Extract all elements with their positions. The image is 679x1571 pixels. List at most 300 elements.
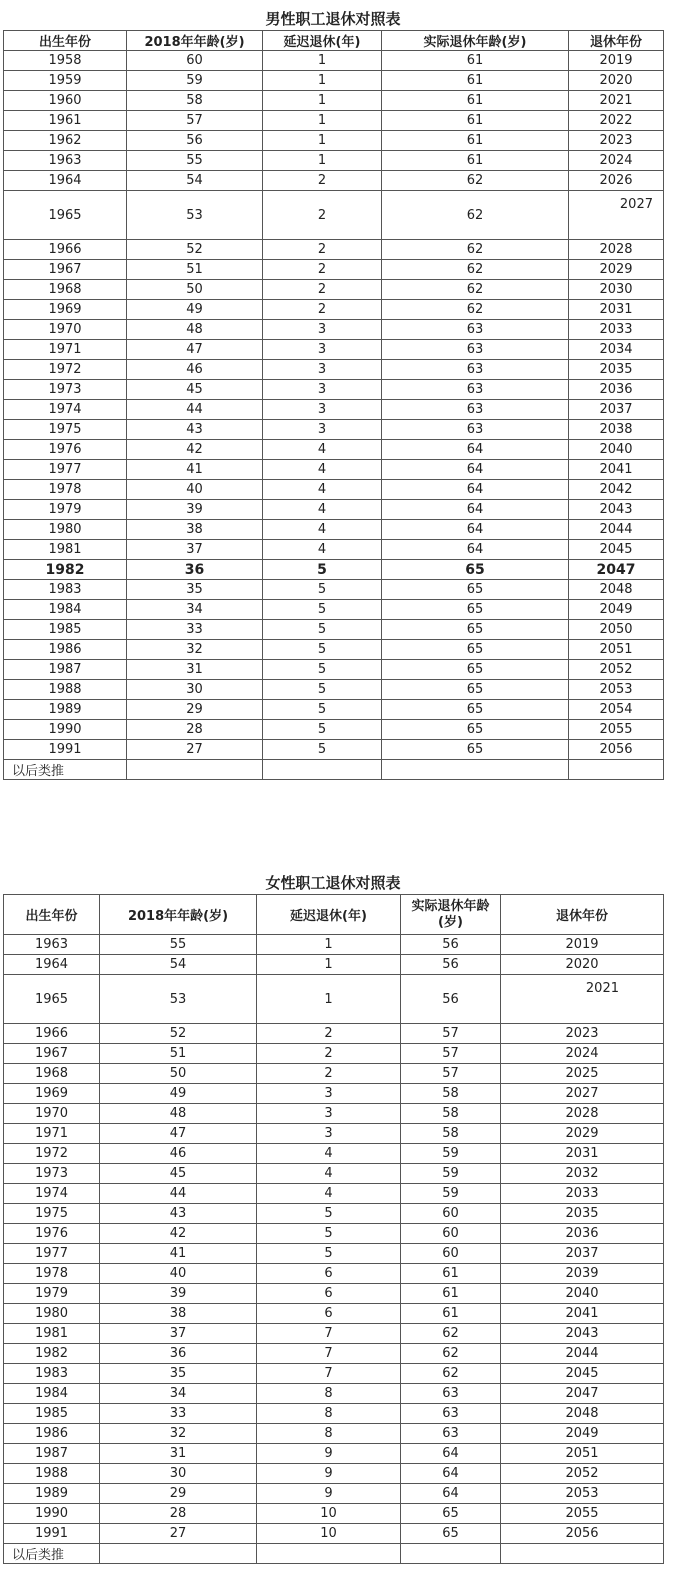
cell-delay: 5	[257, 1224, 401, 1244]
cell-retire-year: 2042	[569, 480, 664, 500]
cell-actual-age: 65	[401, 1504, 501, 1524]
table-row	[4, 1024, 664, 1044]
table-row	[4, 1444, 664, 1464]
cell-age-2018: 58	[127, 91, 263, 111]
cell-birth-year: 1987	[4, 1444, 100, 1464]
table-row	[4, 320, 664, 340]
cell-delay: 1	[263, 91, 382, 111]
cell-retire-year: 2037	[569, 400, 664, 420]
cell-age-2018: 38	[100, 1304, 257, 1324]
cell-delay: 3	[263, 420, 382, 440]
cell-actual-age: 57	[401, 1064, 501, 1084]
cell-birth-year: 1965	[4, 975, 100, 1024]
table-row	[4, 171, 664, 191]
cell-delay: 5	[257, 1204, 401, 1224]
cell-delay: 5	[263, 620, 382, 640]
cell-retire-year: 2041	[501, 1304, 664, 1324]
cell-delay: 1	[263, 151, 382, 171]
cell-retire-year: 2035	[501, 1204, 664, 1224]
cell-birth-year: 1981	[4, 540, 127, 560]
cell-actual-age: 59	[401, 1164, 501, 1184]
cell-age-2018: 29	[127, 700, 263, 720]
cell-birth-year: 1977	[4, 1244, 100, 1264]
cell-delay: 2	[263, 300, 382, 320]
table-row	[4, 1064, 664, 1084]
cell-age-2018: 40	[127, 480, 263, 500]
cell-retire-year: 2045	[501, 1364, 664, 1384]
cell-delay: 9	[257, 1464, 401, 1484]
cell-actual-age: 64	[382, 500, 569, 520]
cell-birth-year: 1988	[4, 1464, 100, 1484]
cell-actual-age: 63	[382, 340, 569, 360]
table-row	[4, 660, 664, 680]
cell-retire-year: 2024	[569, 151, 664, 171]
cell-birth-year: 1966	[4, 1024, 100, 1044]
table-row	[4, 280, 664, 300]
men-table-title: 男性职工退休对照表	[265, 10, 401, 28]
cell-retire-year: 2049	[569, 600, 664, 620]
cell-age-2018: 52	[127, 240, 263, 260]
cell-actual-age: 65	[382, 740, 569, 760]
table-note-row	[4, 1544, 664, 1564]
cell-age-2018: 47	[127, 340, 263, 360]
cell-delay: 4	[257, 1184, 401, 1204]
table-row	[4, 1204, 664, 1224]
cell-age-2018: 53	[127, 191, 263, 240]
cell-actual-age: 61	[382, 51, 569, 71]
cell-delay: 8	[257, 1384, 401, 1404]
cell-age-2018: 43	[100, 1204, 257, 1224]
cell-retire-year: 2027	[501, 1084, 664, 1104]
cell-birth-year: 1980	[4, 1304, 100, 1324]
cell-age-2018: 50	[127, 280, 263, 300]
cell-retire-year: 2056	[569, 740, 664, 760]
cell-age-2018: 57	[127, 111, 263, 131]
cell-age-2018: 36	[127, 560, 263, 580]
cell-delay: 2	[257, 1044, 401, 1064]
cell-birth-year: 1980	[4, 520, 127, 540]
cell-actual-age: 58	[401, 1124, 501, 1144]
cell-actual-age: 65	[382, 680, 569, 700]
cell-delay: 6	[257, 1264, 401, 1284]
cell-birth-year: 1977	[4, 460, 127, 480]
table-row	[4, 640, 664, 660]
cell-age-2018: 31	[127, 660, 263, 680]
cell-birth-year: 1965	[4, 191, 127, 240]
cell-age-2018: 38	[127, 520, 263, 540]
cell-retire-year: 2043	[501, 1324, 664, 1344]
cell-actual-age: 62	[401, 1364, 501, 1384]
cell-age-2018: 52	[100, 1024, 257, 1044]
cell-age-2018: 35	[100, 1364, 257, 1384]
cell-delay: 5	[263, 600, 382, 620]
cell-delay: 4	[263, 440, 382, 460]
cell-retire-year: 2034	[569, 340, 664, 360]
table-note-row	[4, 760, 664, 780]
table-row	[4, 935, 664, 955]
col-header-birth-year: 出生年份	[4, 895, 100, 935]
cell-age-2018: 32	[100, 1424, 257, 1444]
cell-retire-year: 2025	[501, 1064, 664, 1084]
cell-delay: 4	[263, 460, 382, 480]
cell-birth-year: 1963	[4, 935, 100, 955]
cell-birth-year: 1973	[4, 380, 127, 400]
cell-birth-year: 1966	[4, 240, 127, 260]
table-row	[4, 700, 664, 720]
cell-retire-year: 2024	[501, 1044, 664, 1064]
cell-birth-year: 1971	[4, 1124, 100, 1144]
cell-actual-age: 62	[382, 240, 569, 260]
cell-delay: 5	[263, 740, 382, 760]
cell-delay: 1	[257, 975, 401, 1024]
cell-delay: 2	[257, 1024, 401, 1044]
cell-actual-age: 63	[382, 380, 569, 400]
table-row	[4, 1384, 664, 1404]
col-header-delay: 延迟退休(年)	[257, 895, 401, 935]
cell-retire-year: 2030	[569, 280, 664, 300]
cell-retire-year: 2020	[501, 955, 664, 975]
cell-birth-year: 1969	[4, 1084, 100, 1104]
cell-age-2018: 44	[127, 400, 263, 420]
cell-age-2018: 47	[100, 1124, 257, 1144]
cell-delay: 7	[257, 1344, 401, 1364]
cell-actual-age: 65	[382, 620, 569, 640]
table-row	[4, 1484, 664, 1504]
cell-delay: 1	[263, 71, 382, 91]
cell-retire-year: 2036	[569, 380, 664, 400]
cell-actual-age: 62	[401, 1324, 501, 1344]
cell-birth-year: 1958	[4, 51, 127, 71]
cell-actual-age: 61	[401, 1304, 501, 1324]
cell-delay: 2	[263, 240, 382, 260]
col-header-actual-age: 实际退休年龄(岁)	[382, 31, 569, 51]
cell-actual-age: 65	[401, 1524, 501, 1544]
cell-age-2018: 27	[100, 1524, 257, 1544]
cell-birth-year: 1986	[4, 1424, 100, 1444]
cell-actual-age: 58	[401, 1084, 501, 1104]
cell-delay: 2	[257, 1064, 401, 1084]
cell-age-2018: 39	[100, 1284, 257, 1304]
table-row	[4, 360, 664, 380]
cell-retire-year: 2036	[501, 1224, 664, 1244]
cell-delay: 5	[263, 640, 382, 660]
cell-retire-year: 2027	[569, 191, 664, 240]
cell-actual-age: 63	[401, 1424, 501, 1444]
table-note: 以后类推	[4, 760, 127, 780]
cell-age-2018: 44	[100, 1184, 257, 1204]
cell-delay: 1	[257, 935, 401, 955]
cell-delay: 1	[263, 111, 382, 131]
cell-age-2018: 34	[100, 1384, 257, 1404]
cell-birth-year: 1974	[4, 400, 127, 420]
cell-birth-year: 1984	[4, 1384, 100, 1404]
cell-age-2018: 30	[127, 680, 263, 700]
cell-actual-age: 65	[382, 640, 569, 660]
cell-delay: 4	[263, 500, 382, 520]
table-row	[4, 340, 664, 360]
cell-birth-year: 1982	[4, 560, 127, 580]
cell-delay: 3	[257, 1104, 401, 1124]
cell-age-2018: 51	[100, 1044, 257, 1064]
cell-actual-age: 60	[401, 1224, 501, 1244]
cell-age-2018: 40	[100, 1264, 257, 1284]
cell-birth-year: 1985	[4, 1404, 100, 1424]
table-row	[4, 720, 664, 740]
table-row	[4, 1404, 664, 1424]
women-table-title: 女性职工退休对照表	[265, 874, 401, 892]
cell-birth-year: 1968	[4, 1064, 100, 1084]
cell-age-2018: 33	[127, 620, 263, 640]
cell-age-2018: 37	[127, 540, 263, 560]
women-table-section	[3, 872, 663, 1564]
cell-age-2018: 51	[127, 260, 263, 280]
cell-retire-year: 2033	[501, 1184, 664, 1204]
cell-delay: 5	[263, 680, 382, 700]
cell-age-2018: 42	[100, 1224, 257, 1244]
cell-retire-year: 2031	[569, 300, 664, 320]
cell-actual-age: 61	[382, 91, 569, 111]
table-row	[4, 1284, 664, 1304]
cell-retire-year: 2029	[569, 260, 664, 280]
table-row	[4, 540, 664, 560]
cell-delay: 3	[257, 1124, 401, 1144]
cell-delay: 6	[257, 1304, 401, 1324]
table-row	[4, 1504, 664, 1524]
cell-actual-age: 65	[382, 720, 569, 740]
cell-age-2018: 32	[127, 640, 263, 660]
cell-actual-age: 63	[382, 420, 569, 440]
table-row	[4, 51, 664, 71]
cell-retire-year: 2031	[501, 1144, 664, 1164]
cell-actual-age: 63	[382, 400, 569, 420]
cell-retire-year: 2051	[569, 640, 664, 660]
table-row	[4, 975, 664, 1024]
cell-actual-age: 57	[401, 1024, 501, 1044]
cell-actual-age: 63	[401, 1404, 501, 1424]
cell-birth-year: 1983	[4, 1364, 100, 1384]
col-header-age-2018: 2018年年龄(岁)	[100, 895, 257, 935]
table-row	[4, 1364, 664, 1384]
cell-retire-year: 2049	[501, 1424, 664, 1444]
cell-delay: 2	[263, 260, 382, 280]
cell-delay: 10	[257, 1524, 401, 1544]
cell-actual-age: 57	[401, 1044, 501, 1064]
cell-actual-age: 61	[401, 1264, 501, 1284]
cell-actual-age: 64	[401, 1444, 501, 1464]
cell-actual-age: 62	[382, 191, 569, 240]
cell-retire-year: 2021	[569, 91, 664, 111]
cell-retire-year: 2047	[501, 1384, 664, 1404]
cell-age-2018: 53	[100, 975, 257, 1024]
table-row	[4, 480, 664, 500]
cell-retire-year: 2040	[501, 1284, 664, 1304]
cell-age-2018: 48	[100, 1104, 257, 1124]
table-row	[4, 1044, 664, 1064]
col-header-retire-year: 退休年份	[569, 31, 664, 51]
cell-actual-age: 65	[382, 580, 569, 600]
cell-actual-age: 56	[401, 955, 501, 975]
table-row	[4, 1224, 664, 1244]
cell-age-2018: 36	[100, 1344, 257, 1364]
cell-birth-year: 1990	[4, 1504, 100, 1524]
cell-birth-year: 1985	[4, 620, 127, 640]
cell-birth-year: 1989	[4, 1484, 100, 1504]
empty-cell	[401, 1544, 501, 1564]
cell-delay: 3	[263, 340, 382, 360]
cell-actual-age: 65	[382, 600, 569, 620]
cell-delay: 5	[263, 580, 382, 600]
cell-delay: 5	[257, 1244, 401, 1264]
cell-age-2018: 39	[127, 500, 263, 520]
cell-delay: 5	[263, 560, 382, 580]
cell-birth-year: 1959	[4, 71, 127, 91]
cell-actual-age: 63	[382, 320, 569, 340]
cell-delay: 5	[263, 700, 382, 720]
cell-delay: 10	[257, 1504, 401, 1524]
table-row	[4, 500, 664, 520]
cell-retire-year: 2051	[501, 1444, 664, 1464]
cell-birth-year: 1963	[4, 151, 127, 171]
cell-age-2018: 27	[127, 740, 263, 760]
table-row	[4, 440, 664, 460]
cell-actual-age: 61	[401, 1284, 501, 1304]
cell-retire-year: 2055	[569, 720, 664, 740]
table-row	[4, 151, 664, 171]
cell-birth-year: 1982	[4, 1344, 100, 1364]
cell-actual-age: 63	[382, 360, 569, 380]
cell-birth-year: 1962	[4, 131, 127, 151]
table-row	[4, 300, 664, 320]
men-retirement-table	[3, 30, 664, 780]
cell-retire-year: 2028	[569, 240, 664, 260]
cell-delay: 7	[257, 1364, 401, 1384]
cell-age-2018: 50	[100, 1064, 257, 1084]
col-header-delay: 延迟退休(年)	[263, 31, 382, 51]
cell-age-2018: 35	[127, 580, 263, 600]
empty-cell	[569, 760, 664, 780]
cell-actual-age: 59	[401, 1184, 501, 1204]
cell-retire-year: 2045	[569, 540, 664, 560]
cell-retire-year: 2053	[501, 1484, 664, 1504]
cell-actual-age: 60	[401, 1244, 501, 1264]
cell-actual-age: 64	[382, 480, 569, 500]
cell-delay: 4	[263, 540, 382, 560]
cell-retire-year: 2028	[501, 1104, 664, 1124]
cell-actual-age: 61	[382, 71, 569, 91]
table-row	[4, 560, 664, 580]
table-header-row	[4, 31, 664, 51]
table-row	[4, 71, 664, 91]
empty-cell	[127, 760, 263, 780]
cell-retire-year: 2020	[569, 71, 664, 91]
cell-delay: 8	[257, 1404, 401, 1424]
col-header-actual-age: 实际退休年龄(岁)	[401, 895, 501, 935]
cell-retire-year: 2038	[569, 420, 664, 440]
cell-birth-year: 1969	[4, 300, 127, 320]
cell-age-2018: 49	[127, 300, 263, 320]
table-row	[4, 1344, 664, 1364]
cell-birth-year: 1967	[4, 1044, 100, 1064]
cell-retire-year: 2021	[501, 975, 664, 1024]
cell-actual-age: 56	[401, 975, 501, 1024]
cell-delay: 1	[257, 955, 401, 975]
cell-actual-age: 61	[382, 131, 569, 151]
table-row	[4, 1144, 664, 1164]
table-row	[4, 380, 664, 400]
cell-birth-year: 1975	[4, 1204, 100, 1224]
table-row	[4, 111, 664, 131]
cell-actual-age: 64	[401, 1484, 501, 1504]
table-note: 以后类推	[4, 1544, 100, 1564]
cell-actual-age: 60	[401, 1204, 501, 1224]
table-row	[4, 1264, 664, 1284]
cell-actual-age: 61	[382, 151, 569, 171]
table-row	[4, 600, 664, 620]
cell-age-2018: 34	[127, 600, 263, 620]
cell-delay: 2	[263, 171, 382, 191]
cell-delay: 4	[263, 480, 382, 500]
cell-actual-age: 62	[382, 171, 569, 191]
cell-actual-age: 64	[382, 460, 569, 480]
cell-retire-year: 2039	[501, 1264, 664, 1284]
cell-delay: 4	[257, 1144, 401, 1164]
cell-delay: 3	[257, 1084, 401, 1104]
cell-delay: 5	[263, 660, 382, 680]
cell-actual-age: 61	[382, 111, 569, 131]
cell-birth-year: 1974	[4, 1184, 100, 1204]
cell-age-2018: 41	[100, 1244, 257, 1264]
cell-actual-age: 58	[401, 1104, 501, 1124]
cell-age-2018: 48	[127, 320, 263, 340]
table-row	[4, 680, 664, 700]
cell-age-2018: 30	[100, 1464, 257, 1484]
cell-retire-year: 2023	[501, 1024, 664, 1044]
cell-age-2018: 55	[100, 935, 257, 955]
table-row	[4, 191, 664, 240]
cell-birth-year: 1968	[4, 280, 127, 300]
cell-birth-year: 1979	[4, 1284, 100, 1304]
table-row	[4, 240, 664, 260]
cell-age-2018: 29	[100, 1484, 257, 1504]
cell-delay: 1	[263, 51, 382, 71]
cell-age-2018: 54	[127, 171, 263, 191]
cell-retire-year: 2047	[569, 560, 664, 580]
cell-age-2018: 46	[100, 1144, 257, 1164]
cell-age-2018: 28	[127, 720, 263, 740]
cell-retire-year: 2048	[569, 580, 664, 600]
table-row	[4, 520, 664, 540]
cell-actual-age: 62	[382, 260, 569, 280]
cell-delay: 8	[257, 1424, 401, 1444]
cell-delay: 9	[257, 1484, 401, 1504]
empty-cell	[382, 760, 569, 780]
cell-actual-age: 65	[382, 700, 569, 720]
cell-age-2018: 37	[100, 1324, 257, 1344]
cell-age-2018: 41	[127, 460, 263, 480]
cell-birth-year: 1964	[4, 955, 100, 975]
table-row	[4, 740, 664, 760]
cell-birth-year: 1971	[4, 340, 127, 360]
cell-retire-year: 2054	[569, 700, 664, 720]
cell-retire-year: 2043	[569, 500, 664, 520]
cell-birth-year: 1981	[4, 1324, 100, 1344]
cell-delay: 2	[263, 280, 382, 300]
table-row	[4, 1524, 664, 1544]
table-row	[4, 955, 664, 975]
cell-actual-age: 65	[382, 660, 569, 680]
cell-birth-year: 1983	[4, 580, 127, 600]
cell-birth-year: 1975	[4, 420, 127, 440]
